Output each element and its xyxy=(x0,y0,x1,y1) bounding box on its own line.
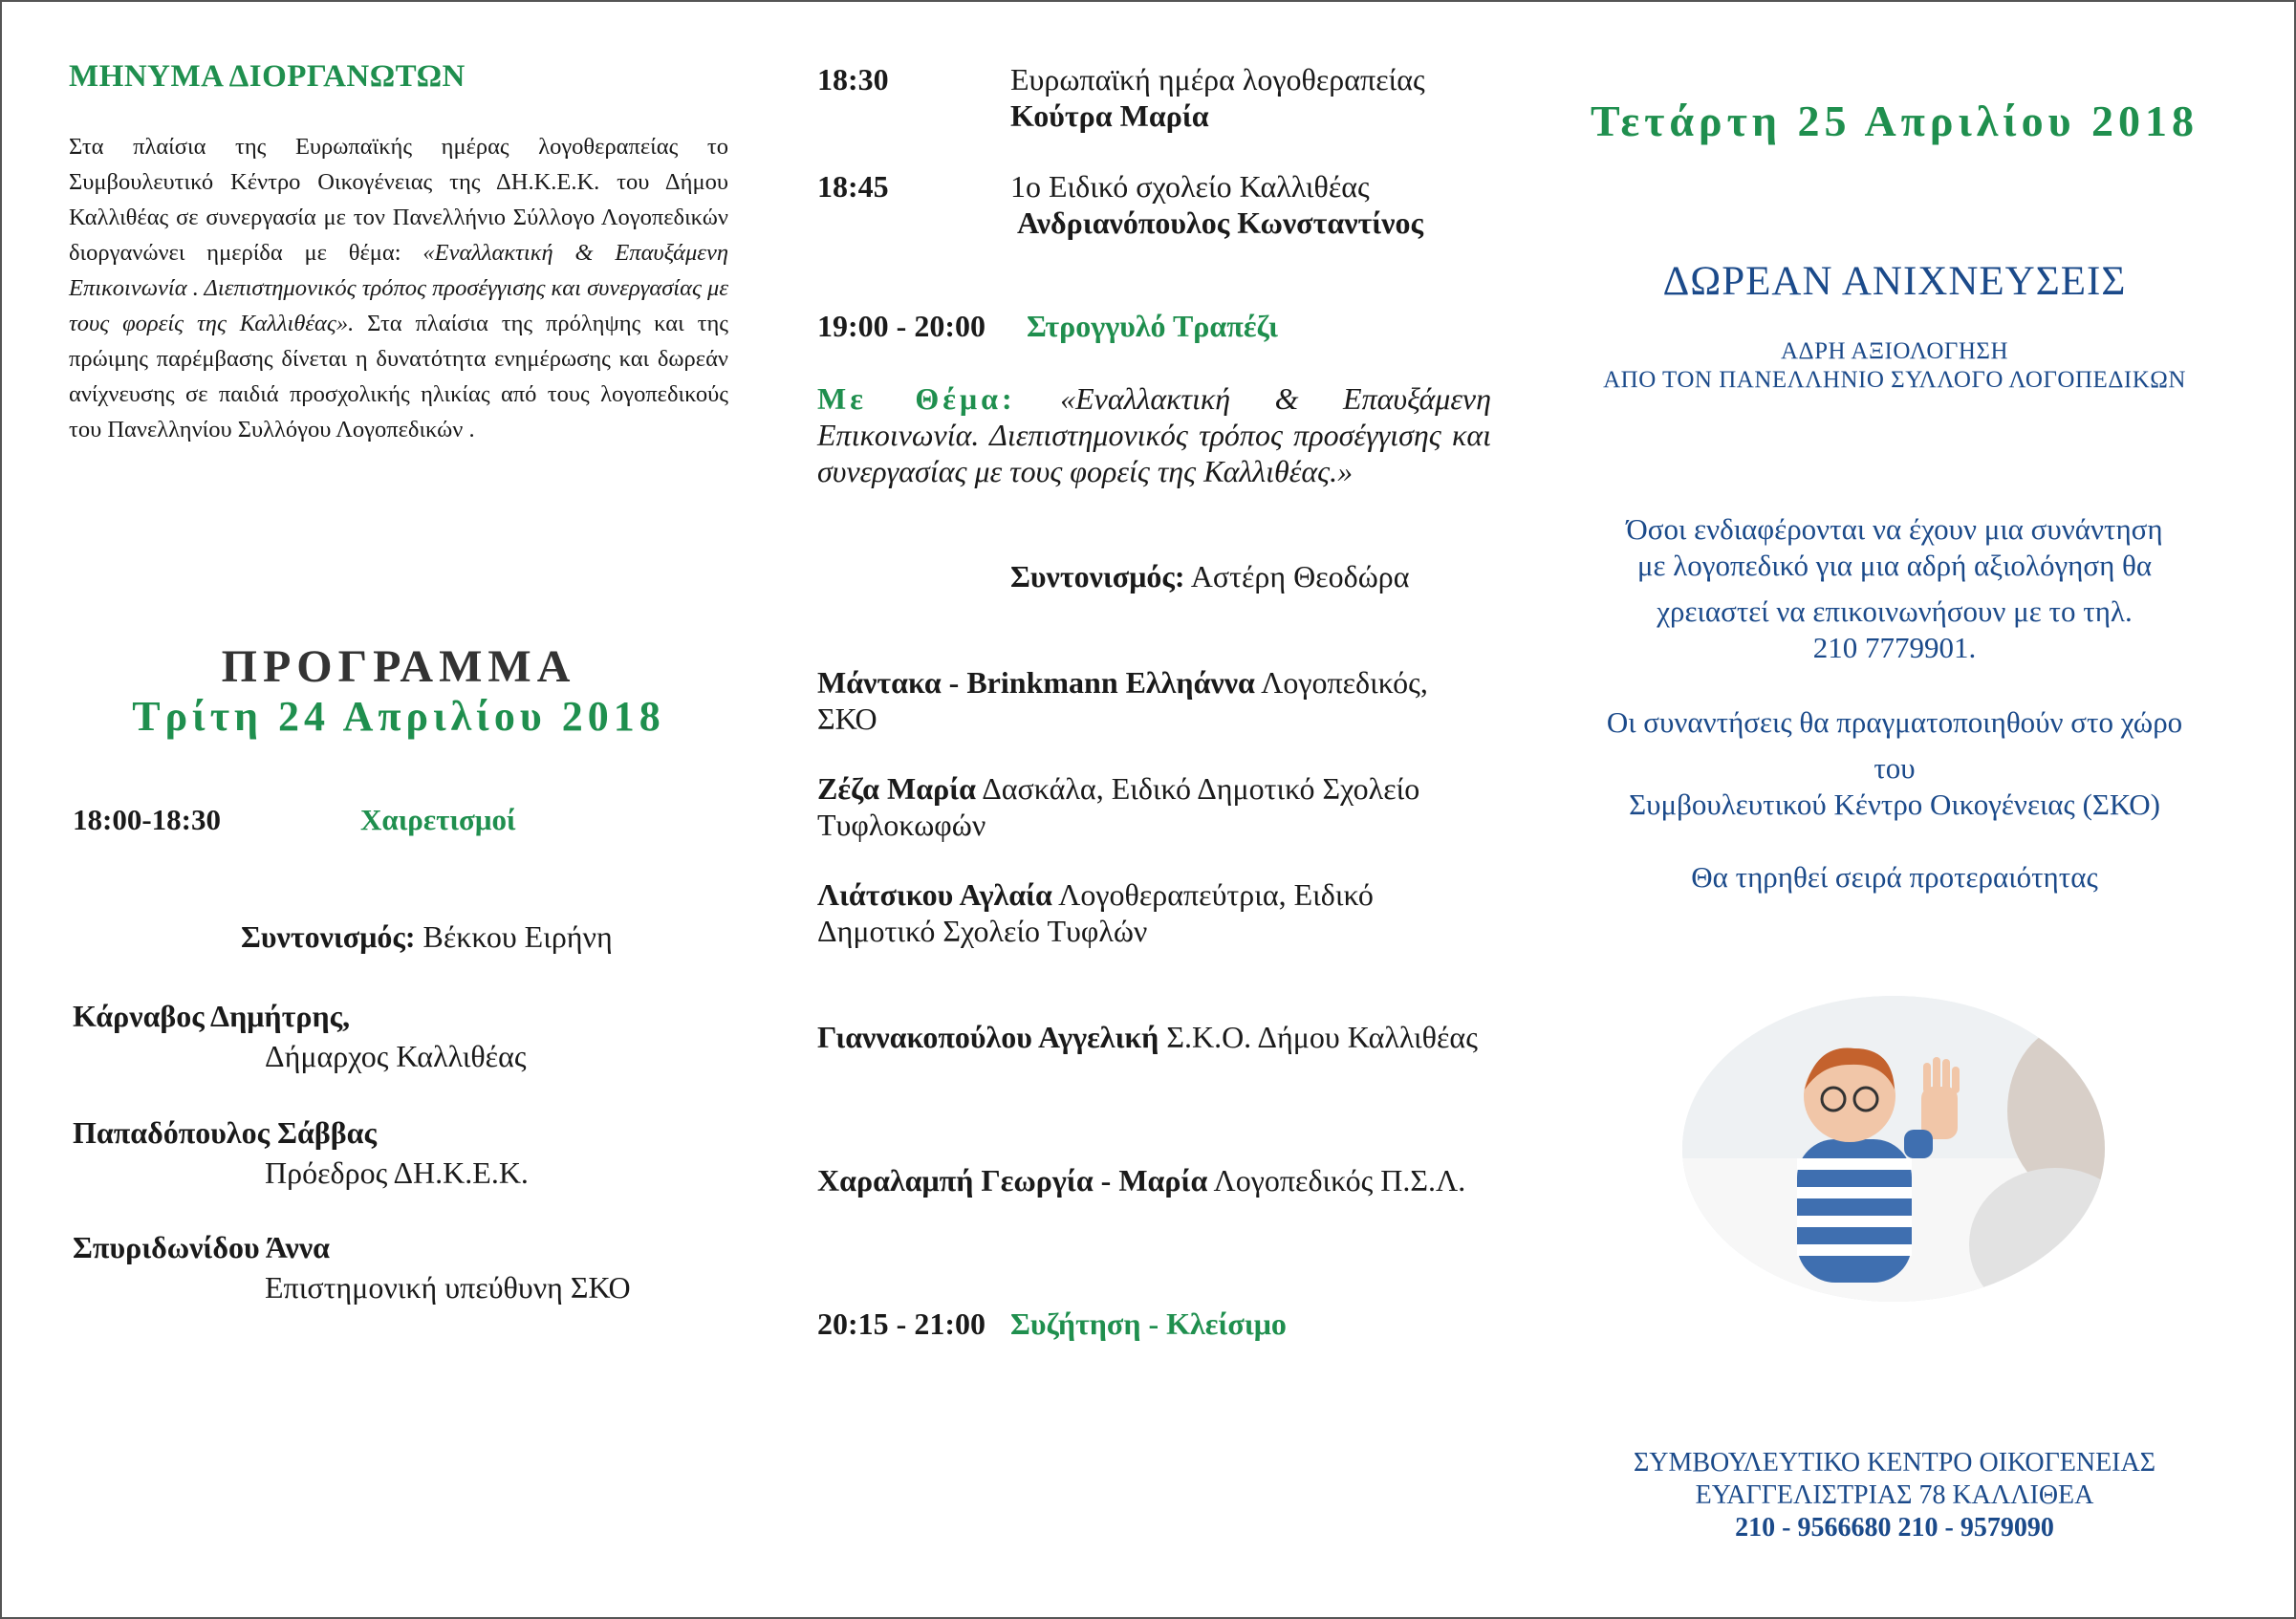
footer-phones: 210 - 9566680 210 - 9579090 xyxy=(1735,1513,2054,1543)
session2-title: 1ο Ειδικό σχολείο Καλλιθέας xyxy=(1010,169,1370,204)
theme-text: «Εναλλακτική & Επαυξάμενη Επικοινωνία. Διεπιστημονικός τρόπος προσέγγισης και συνεργασίας με τους φορείς της Καλλιθέας.» xyxy=(817,381,1492,488)
panelist-name: Λιάτσικου Αγλαία xyxy=(817,877,1052,912)
footer-address: ΕΥΑΓΓΕΛΙΣΤΡΙΑΣ 78 ΚΑΛΛΙΘΕΑ xyxy=(1695,1480,2094,1510)
panelist xyxy=(817,1019,1491,1055)
footer-org-name: ΣΥΜΒΟΥΛΕΥΤΙΚΟ ΚΕΝΤΡΟ ΟΙΚΟΓΕΝΕΙΑΣ xyxy=(1633,1448,2156,1478)
info-line: με λογοπεδικό για μια αδρή αξιολόγηση θα xyxy=(1636,549,2153,582)
info-line: Όσοι ενδιαφέρονται να έχουν μια συνάντηση xyxy=(1626,512,2163,546)
organizers-message-title: ΜΗΝΥΜΑ ΔΙΟΡΓΑΝΩΤΩΝ xyxy=(69,59,466,94)
info-line: του xyxy=(1874,751,1916,785)
subtitle-assessment: ΑΔΡΗ ΑΞΙΟΛΟΓΗΣΗ xyxy=(1780,338,2009,364)
message-paragraph-1: Στα πλαίσια της Ευρωπαϊκής ημέρας λογοθεραπείας το Συμβουλευτικό Κέντρο Οικογένειας της ΔΗ.Κ.Ε.Κ. του Δήμου Καλλιθέας σε συνεργασία με τον Πανελλήνιο Σύλλογο Λογοπεδικών διοργανώνει ημερίδα με θέμα: xyxy=(69,134,728,266)
info-line: Οι συναντήσεις θα πραγματοποιηθούν στο χώρο xyxy=(1606,705,2183,739)
panelist-role: Λογοπεδικός Π.Σ.Λ. xyxy=(1207,1163,1466,1198)
session2-time: 18:45 xyxy=(817,169,889,204)
speaker-name: Κάρναβος Δημήτρης, xyxy=(73,999,351,1033)
panelist-role: Λογοθεραπεύτρια, Ειδικό Δημοτικό Σχολείο Τυφλών xyxy=(817,877,1374,948)
theme-label: Με Θέμα: xyxy=(817,381,1016,416)
session2-speaker: Ανδριανόπουλος Κωνσταντίνος xyxy=(1017,205,1423,240)
message-theme: «Εναλλακτική & Επαυξάμενη Επικοινωνία . Διεπιστημονικός τρόπος προσέγγισης και συνεργασίας με τους φορείς της Καλλιθέας». xyxy=(69,240,728,336)
panelist-role: Σ.Κ.Ο. Δήμου Καλλιθέας xyxy=(1159,1020,1478,1054)
panelist xyxy=(817,1162,1491,1198)
wednesday-date: Τετάρτη 25 Απριλίου 2018 xyxy=(1591,97,2199,145)
subtitle-association: ΑΠΟ ΤΟΝ ΠΑΝΕΛΛΗΝΙΟ ΣΥΛΛΟΓΟ ΛΟΓΟΠΕΔΙΚΩΝ xyxy=(1603,367,2186,393)
panelist-role: Λογοπεδικός, ΣΚΟ xyxy=(817,665,1428,736)
speaker-role: Πρόεδρος ΔΗ.Κ.Ε.Κ. xyxy=(265,1155,529,1190)
info-line: χρειαστεί να επικοινωνήσουν με το τηλ. xyxy=(1657,594,2133,628)
free-screenings-title: ΔΩΡΕΑΝ ΑΝΙΧΝΕΥΣΕΙΣ xyxy=(1662,259,2127,304)
panelist xyxy=(817,876,1491,949)
speaker-role: Επιστημονική υπεύθυνη ΣΚΟ xyxy=(265,1270,631,1305)
coordination-1 xyxy=(241,919,613,955)
panelist-name: Χαραλαμπή Γεωργία - Μαρία xyxy=(817,1163,1208,1198)
photo-illustration xyxy=(1682,996,2105,1302)
panelist xyxy=(817,770,1491,843)
speaker-name: Σπυριδωνίδου Άννα xyxy=(73,1230,330,1264)
session1-title: Ευρωπαϊκή ημέρα λογοθεραπείας xyxy=(1010,62,1425,97)
session1-time: 18:30 xyxy=(817,62,889,97)
coordination-2 xyxy=(1010,558,1410,594)
panelist-name: Μάντακα - Brinkmann Ελληάννα xyxy=(817,665,1255,700)
coordination-label: Συντονισμός: xyxy=(241,919,416,954)
closing-label: Συζήτηση - Κλείσιμο xyxy=(1010,1306,1287,1341)
coordination-label: Συντονισμός: xyxy=(1010,559,1185,594)
coordination-name: Βέκκου Ειρήνη xyxy=(415,919,613,954)
organizers-message-body xyxy=(69,129,728,447)
session1-speaker: Κούτρα Μαρία xyxy=(1010,98,1209,133)
slot1-time: 18:00-18:30 xyxy=(73,803,221,836)
message-paragraph-2: Στα πλαίσια της πρόληψης και της πρώιμης παρέμβασης δίνεται η δυνατότητα ενημέρωσης και δωρεάν ανίχνευσης σε παιδιά προσχολικής ηλικίας από τους λογοπεδικούς του Πανελληνίου Συλλόγου Λογοπεδικών . xyxy=(69,311,728,443)
panelist-role: Δασκάλα, Ειδικό Δημοτικό Σχολείο Τυφλοκωφών xyxy=(817,771,1420,842)
speaker-role: Δήμαρχος Καλλιθέας xyxy=(265,1039,527,1073)
slot1-label: Χαιρετισμοί xyxy=(360,803,516,836)
coordination-name: Αστέρη Θεοδώρα xyxy=(1184,559,1410,594)
round-table-time: 19:00 - 20:00 xyxy=(817,309,986,343)
info-line: Συμβουλευτικού Κέντρο Οικογένειας (ΣΚΟ) xyxy=(1629,788,2160,821)
panelist-name: Ζέζα Μαρία xyxy=(817,771,976,806)
round-table-label: Στρογγυλό Τραπέζι xyxy=(1027,309,1278,343)
info-phone: 210 7779901. xyxy=(1812,631,1977,664)
priority-note: Θα τηρηθεί σειρά προτεραιότητας xyxy=(1691,860,2098,894)
panelist-name: Γιαννακοπούλου Αγγελική xyxy=(817,1020,1159,1054)
panelist xyxy=(817,664,1491,737)
speaker-name: Παπαδόπουλος Σάββας xyxy=(73,1115,377,1150)
child-therapy-photo xyxy=(1682,996,2105,1302)
program-date: Τρίτη 24 Απριλίου 2018 xyxy=(132,693,665,740)
closing-time: 20:15 - 21:00 xyxy=(817,1306,986,1341)
round-table-theme xyxy=(817,380,1491,489)
program-title: ΠΡΟΓΡΑΜΜΑ xyxy=(221,641,576,692)
